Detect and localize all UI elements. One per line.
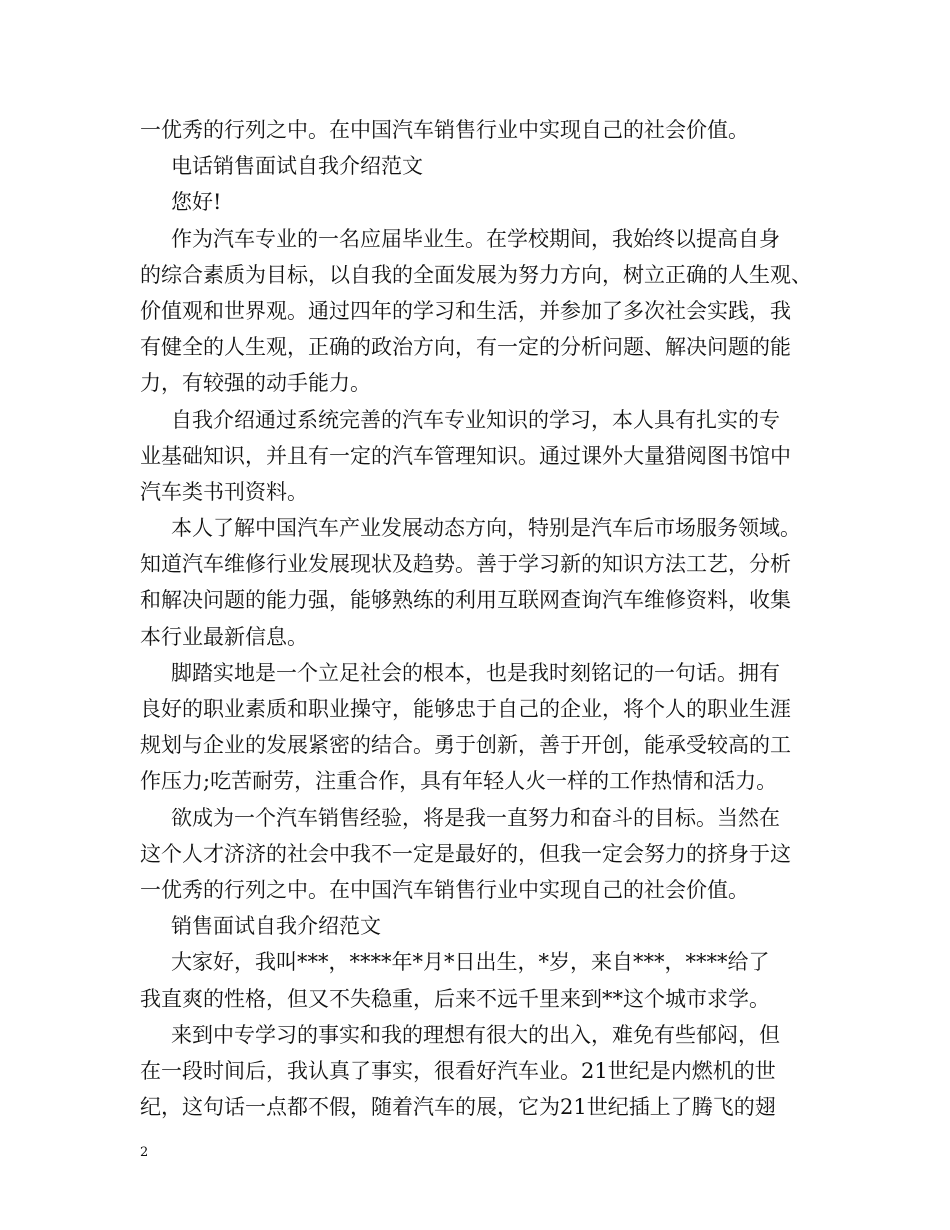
- text-line-13: 知道汽车维修行业发展现状及趋势。善于学习新的知识方法工艺，分析: [140, 552, 791, 577]
- text-line-9: 自我介绍通过系统完善的汽车专业知识的学习，本人具有扎实的专: [171, 407, 780, 432]
- text-line-21: 这个人才济济的社会中我不一定是最好的，但我一定会努力的挤身于这: [140, 841, 791, 866]
- text-line-8: 力，有较强的动手能力。: [140, 371, 371, 396]
- text-line-18: 规划与企业的发展紧密的结合。勇于创新，善于开创，能承受较高的工: [140, 733, 791, 758]
- page-number: 2: [140, 1145, 149, 1160]
- text-line-28: 纪，这句话一点都不假，随着汽车的展，它为21世纪插上了腾飞的翅: [140, 1095, 776, 1120]
- text-line-10: 业基础知识，并且有一定的汽车管理知识。通过课外大量猎阅图书馆中: [140, 443, 791, 468]
- text-line-4: 作为汽车专业的一名应届毕业生。在学校期间，我始终以提高自身: [171, 226, 780, 251]
- text-line-27: 在一段时间后，我认真了事实，很看好汽车业。21世纪是内燃机的世: [140, 1058, 776, 1083]
- document-body: [140, 112, 816, 1125]
- text-line-6: 价值观和世界观。通过四年的学习和生活，并参加了多次社会实践，我: [140, 298, 791, 323]
- text-line-14: 和解决问题的能力强，能够熟练的利用互联网查询汽车维修资料，收集: [140, 588, 791, 613]
- text-line-19: 作压力;吃苦耐劳，注重合作，具有年轻人火一样的工作热情和活力。: [140, 769, 778, 794]
- text-line-25: 我直爽的性格，但又不失稳重，后来不远千里来到**这个城市求学。: [140, 986, 770, 1011]
- greeting-line: 您好!: [171, 190, 222, 215]
- text-line-5: 的综合素质为目标，以自我的全面发展为努力方向，树立正确的人生观、: [140, 262, 812, 287]
- text-line-22: 一优秀的行列之中。在中国汽车销售行业中实现自己的社会价值。: [140, 877, 749, 902]
- section-heading-sales: 销售面试自我介绍范文: [171, 914, 381, 939]
- text-line-24: 大家好，我叫***，****年*月*日出生，*岁，来自***，****给了: [171, 950, 770, 975]
- text-line-12: 本人了解中国汽车产业发展动态方向，特别是汽车后市场服务领域。: [171, 516, 801, 541]
- text-line-26: 来到中专学习的事实和我的理想有很大的出入，难免有些郁闷，但: [171, 1022, 780, 1047]
- text-line-20: 欲成为一个汽车销售经验，将是我一直努力和奋斗的目标。当然在: [171, 805, 780, 830]
- text-line-7: 有健全的人生观，正确的政治方向，有一定的分析问题、解决问题的能: [140, 335, 791, 360]
- section-heading-phone-sales: 电话销售面试自我介绍范文: [171, 154, 423, 179]
- text-line-17: 良好的职业素质和职业操守，能够忠于自己的企业，将个人的职业生涯: [140, 697, 791, 721]
- text-line-11: 汽车类书刊资料。: [140, 479, 308, 504]
- text-line-1: 一优秀的行列之中。在中国汽车销售行业中实现自己的社会价值。: [140, 118, 749, 142]
- text-line-15: 本行业最新信息。: [140, 624, 308, 649]
- text-line-16: 脚踏实地是一个立足社会的根本，也是我时刻铭记的一句话。拥有: [171, 660, 780, 685]
